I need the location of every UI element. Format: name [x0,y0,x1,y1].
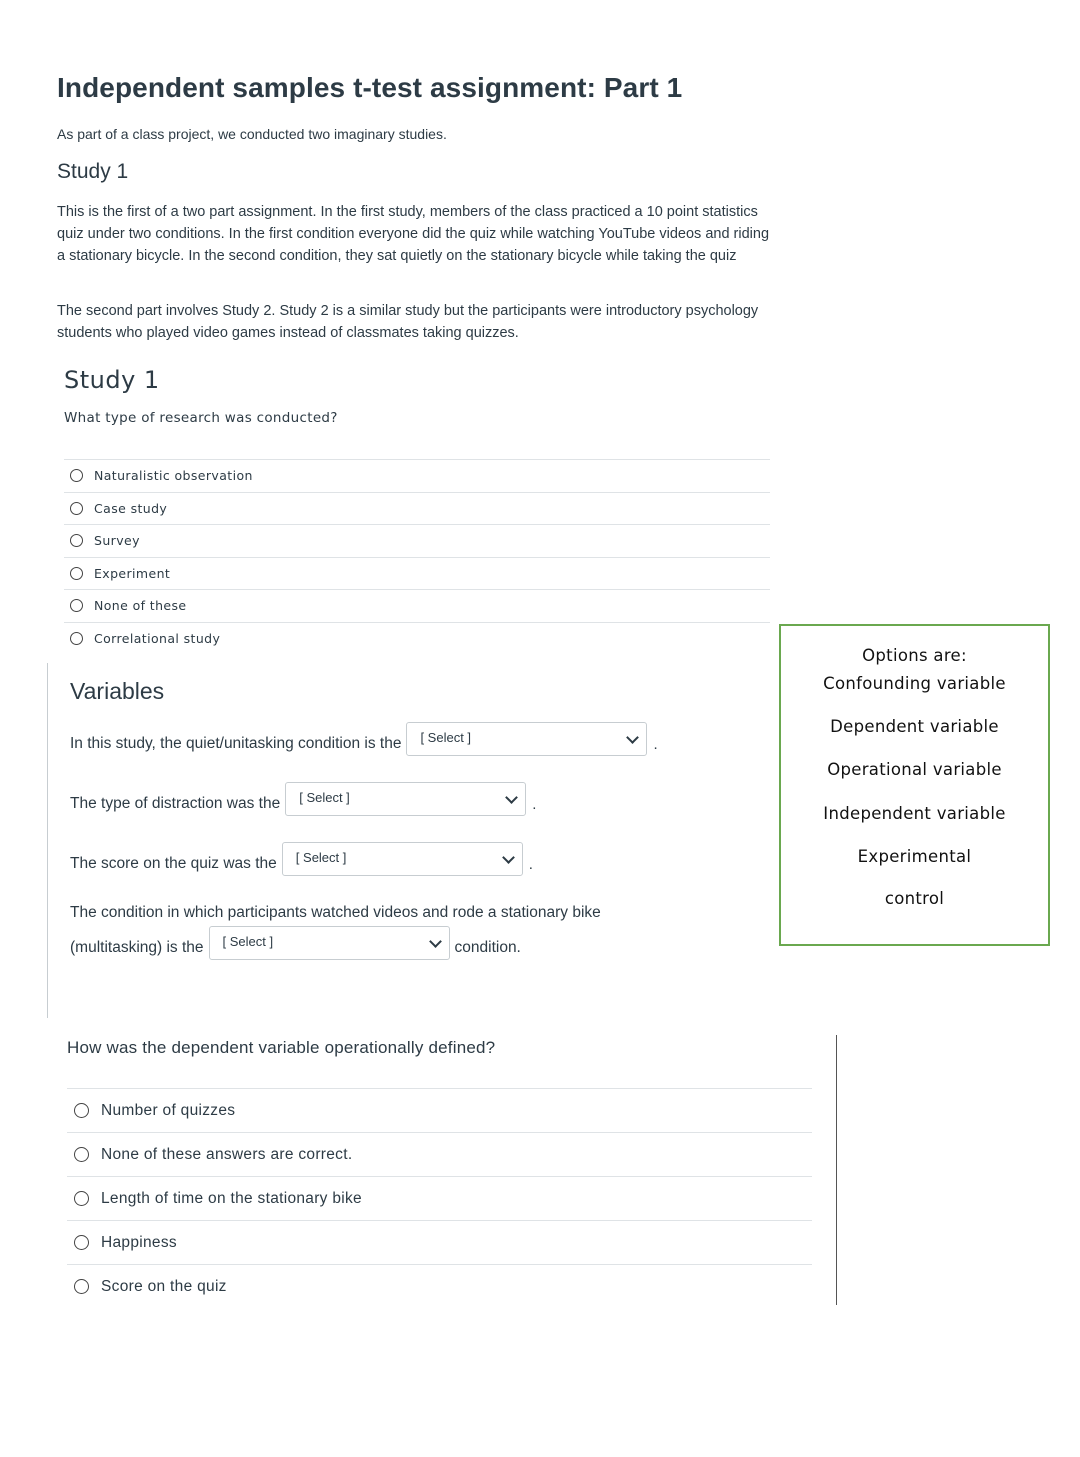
chevron-down-icon [505,791,518,804]
radio-button[interactable] [74,1103,89,1118]
answer-option[interactable] [67,1265,812,1308]
answer-label: Number of quizzes [101,1101,236,1119]
radio-button[interactable] [70,469,83,482]
intro-text: As part of a class project, we conducted two imaginary studies. [57,126,447,142]
fill-in-line-4b [70,926,521,960]
prompt-text: In this study, the quiet/unitasking condition is the [70,735,402,752]
suffix-text: condition. [454,939,521,956]
option-item: Operational variable [827,760,1002,779]
select-placeholder: [ Select ] [222,934,274,949]
suffix-text: . [528,855,533,873]
answer-label: Length of time on the stationary bike [101,1189,362,1207]
fill-in-line-1 [70,722,658,756]
dropdown-select[interactable] [285,782,526,816]
radio-button[interactable] [74,1279,89,1294]
answer-label: Experiment [94,565,171,581]
prompt-text: The type of distraction was the [70,795,281,812]
description-paragraph-1: This is the first of a two part assignment. In the first study, members of the class practiced a 10 point statistics quiz under two conditions. In the first condition everyone did the quiz while watching YouTube videos and riding a stationary bicycle. In the second condition, they sat quietly on the stationary bicycle while taking the quiz [57,204,770,264]
answer-option[interactable] [64,558,770,591]
section-divider [836,1035,837,1305]
select-placeholder: [ Select ] [295,850,347,865]
radio-button[interactable] [70,534,83,547]
answer-label: None of these answers are correct. [101,1145,353,1163]
dropdown-select[interactable] [209,926,450,960]
answer-label: Score on the quiz [101,1277,227,1295]
options-title: Options are: [862,646,967,665]
page-title: Independent samples t-test assignment: Part 1 [57,72,683,103]
answer-label: Happiness [101,1233,177,1251]
suffix-text: . [532,795,537,813]
fill-in-line-4a [70,904,601,922]
option-item: Dependent variable [830,717,999,736]
radio-button[interactable] [74,1191,89,1206]
prompt-text: The score on the quiz was the [70,855,277,872]
answer-list [64,459,770,654]
answer-label: Case study [94,500,168,516]
answer-label: Survey [94,533,140,549]
answer-option[interactable] [67,1133,812,1177]
radio-button[interactable] [74,1235,89,1250]
option-item: control [884,889,945,908]
fill-in-line-2 [70,782,536,816]
answer-label: None of these [94,598,187,614]
answer-option[interactable] [67,1089,812,1133]
answer-option[interactable] [67,1221,812,1265]
dropdown-select[interactable] [282,842,523,876]
question-text: What type of research was conducted? [64,410,338,426]
options-box [779,624,1050,946]
chevron-down-icon [627,731,640,744]
dropdown-select[interactable] [406,722,647,756]
radio-button[interactable] [74,1147,89,1162]
select-placeholder: [ Select ] [420,730,472,745]
prompt-text: (multitasking) is the [70,939,204,956]
option-item: Confounding variable [823,674,1006,693]
radio-button[interactable] [70,567,83,580]
question-heading: Study 1 [64,366,160,394]
answer-option[interactable] [64,525,770,558]
suffix-text: . [653,735,658,753]
study-heading: Study 1 [57,160,129,183]
option-item: Independent variable [823,804,1006,823]
radio-button[interactable] [70,632,83,645]
chevron-down-icon [502,851,515,864]
description-paragraph-2: The second part involves Study 2. Study 2 is a similar study but the participants were introductory psychology students who played video games instead of classmates taking quizzes. [57,303,759,341]
prompt-text: The condition in which participants watched videos and rode a stationary bike [70,904,601,921]
answer-option[interactable] [64,493,770,526]
answer-option[interactable] [64,623,770,655]
variables-heading: Variables [70,678,165,704]
answer-option[interactable] [64,460,770,493]
chevron-down-icon [429,935,442,948]
answer-label: Naturalistic observation [94,468,253,484]
select-placeholder: [ Select ] [299,790,350,805]
fill-in-line-3 [70,842,533,876]
question-text: How was the dependent variable operationally defined? [67,1038,496,1057]
answer-list [67,1088,812,1308]
answer-option[interactable] [67,1177,812,1221]
radio-button[interactable] [70,599,83,612]
section-divider [47,663,48,1018]
radio-button[interactable] [70,502,83,515]
option-item: Experimental [857,847,972,866]
answer-label: Correlational study [94,630,221,646]
answer-option[interactable] [64,590,770,623]
